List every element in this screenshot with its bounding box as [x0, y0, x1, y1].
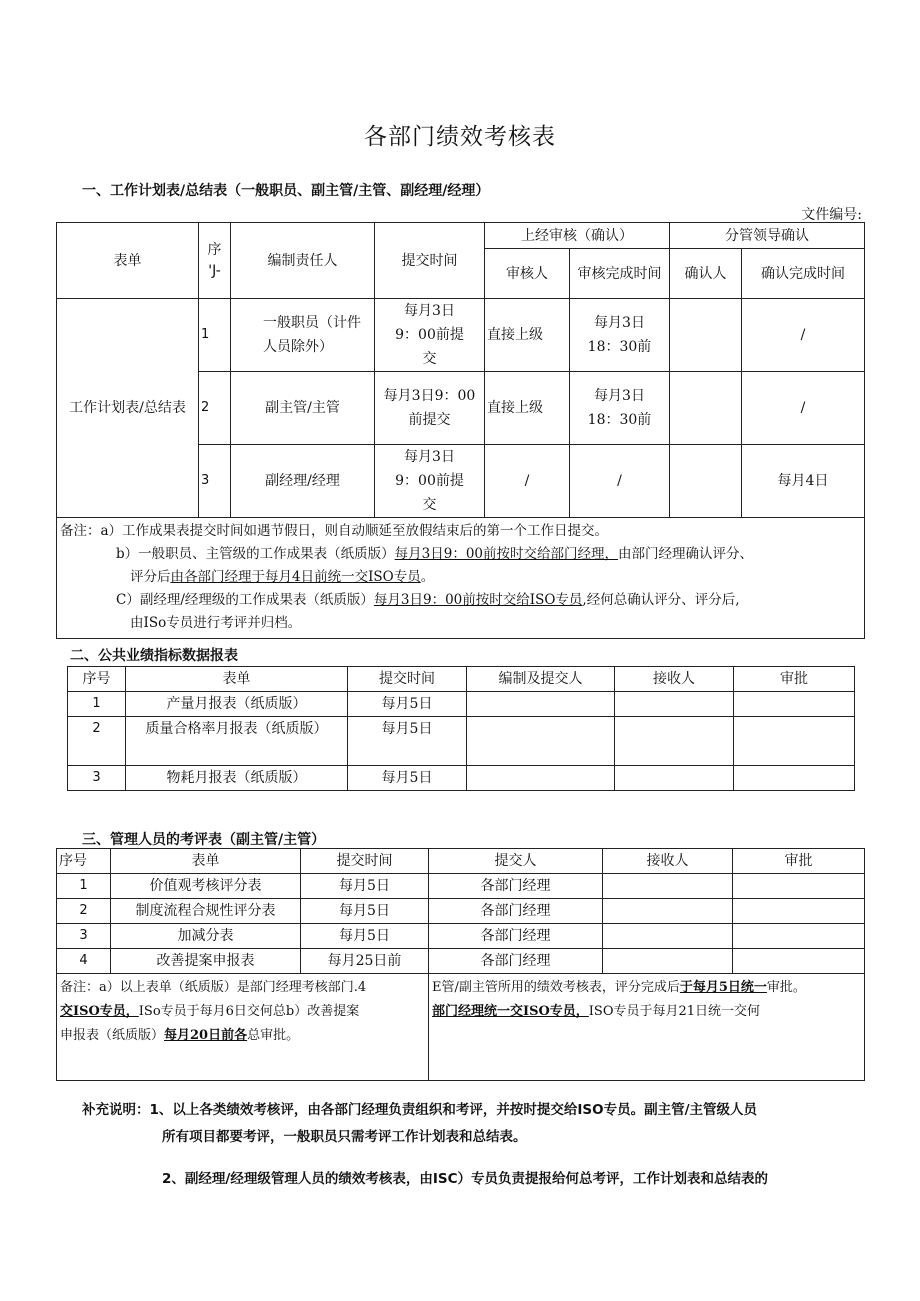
approve-cell [734, 766, 855, 791]
confirmer-cell [670, 299, 742, 372]
table-row [68, 766, 855, 791]
supplement-line-2: 所有项目都要考评，一般职员只需考评工作计划表和总结表。 [162, 1129, 527, 1145]
section2-heading: 二、公共业绩指标数据报表 [70, 648, 238, 664]
seq-cell: 1 [68, 692, 126, 717]
header-review-time: 审核完成时间 [570, 249, 670, 299]
seq-cell: 3 [68, 766, 126, 791]
reviewer-cell: / [485, 445, 570, 518]
header-receiver: 接收人 [603, 849, 733, 874]
section1-notes [57, 518, 865, 639]
receiver-cell [615, 692, 734, 717]
submit-cell: 每月5日 [348, 717, 467, 766]
submit-cell: 每月5日 [348, 692, 467, 717]
approve-cell [733, 899, 865, 924]
form-cell: 改善提案申报表 [111, 949, 301, 974]
reviewer-cell: 直接上级 [485, 299, 570, 372]
owner-cell: 一般职员（计件人员除外） [231, 299, 375, 372]
seq-cell: 3 [199, 445, 231, 518]
header-form: 表单 [57, 223, 199, 299]
confirm-time-cell: 每月4日 [742, 445, 865, 518]
maker-cell [467, 766, 615, 791]
submit-cell: 每月25日前 [301, 949, 429, 974]
owner-cell: 副主管/主管 [231, 372, 375, 445]
submitter-cell: 各部门经理 [429, 949, 603, 974]
reviewer-cell: 直接上级 [485, 372, 570, 445]
submit-cell: 每月5日 [348, 766, 467, 791]
table-row [68, 717, 855, 766]
note-c: C）副经理/经理级的工作成果表（纸质版）每月3日9：00前按时交给ISO专员,经何总确认评分、评分后, [116, 592, 740, 608]
note-b: b）一般职员、主管级的工作成果表（纸质版）每月3日9：00前按时交给部门经理，由部门经理确认评分、 [116, 546, 754, 562]
header-submit: 提交时间 [375, 223, 485, 299]
table-row [57, 899, 865, 924]
supplement-line-1: 补充说明：1、以上各类绩效考核评，由各部门经理负责组织和考评，并按时提交给ISO专员。副主管/主管级人员 [82, 1102, 758, 1118]
maker-cell [467, 717, 615, 766]
header-seq: 序 'J- [199, 223, 231, 299]
approve-cell [733, 949, 865, 974]
section3-note-left: 备注：a）以上表单（纸质版）是部门经理考核部门.4 交ISO专员，ISo专员于每月6日交何总b）改善提案 申报表（纸质版）每月20日前各总审批。 [57, 974, 429, 1081]
receiver-cell [603, 949, 733, 974]
header-seq: 序号 [57, 849, 111, 874]
header-submit: 提交时间 [301, 849, 429, 874]
submitter-cell: 各部门经理 [429, 924, 603, 949]
seq-cell: 3 [57, 924, 111, 949]
seq-cell: 2 [57, 899, 111, 924]
approve-cell [733, 924, 865, 949]
header-receiver: 接收人 [615, 667, 734, 692]
work-plan-table [56, 222, 865, 639]
note-a: 备注：a）工作成果表提交时间如遇节假日，则自动顺延至放假结束后的第一个工作日提交。 [60, 523, 609, 539]
header-seq: 序号 [68, 667, 126, 692]
receiver-cell [603, 874, 733, 899]
form-cell: 价值观考核评分表 [111, 874, 301, 899]
supplement-line-3: 2、副经理/经理级管理人员的绩效考核表，由ISC）专员负责提报给何总考评，工作计划表和总结表的 [162, 1171, 768, 1187]
form-cell: 产量月报表（纸质版） [126, 692, 348, 717]
receiver-cell [615, 717, 734, 766]
seq-cell: 2 [199, 372, 231, 445]
maker-cell [467, 692, 615, 717]
form-cell: 物耗月报表（纸质版） [126, 766, 348, 791]
approve-cell [734, 692, 855, 717]
header-confirmer: 确认人 [670, 249, 742, 299]
public-kpi-table [67, 666, 855, 791]
submit-cell: 每月5日 [301, 899, 429, 924]
submit-cell: 每月3日9：00前提交 [375, 372, 485, 445]
submit-cell: 每月5日 [301, 874, 429, 899]
seq-cell: 4 [57, 949, 111, 974]
header-approve: 审批 [734, 667, 855, 692]
note-c-cont: 由ISo专员进行考评并归档。 [130, 615, 302, 631]
owner-cell: 副经理/经理 [231, 445, 375, 518]
receiver-cell [603, 924, 733, 949]
table-row [57, 299, 865, 372]
table-row [57, 874, 865, 899]
header-confirm-time: 确认完成时间 [742, 249, 865, 299]
form-name-cell: 工作计划表/总结表 [57, 299, 199, 518]
table-row [57, 949, 865, 974]
header-submitter: 提交人 [429, 849, 603, 874]
section3-note-right: E管/副主管所用的绩效考核表，评分完成后于每月5日统一审批。 部门经理统一交ISO专员，ISO专员于每月21日统一交何 [429, 974, 865, 1081]
header-form: 表单 [126, 667, 348, 692]
submitter-cell: 各部门经理 [429, 899, 603, 924]
header-form: 表单 [111, 849, 301, 874]
confirm-time-cell: / [742, 299, 865, 372]
table-row [57, 924, 865, 949]
header-reviewer: 审核人 [485, 249, 570, 299]
review-time-cell: / [570, 445, 670, 518]
file-number-label: 文件编号: [801, 207, 862, 223]
review-time-cell: 每月3日18：30前 [570, 299, 670, 372]
seq-cell: 2 [68, 717, 126, 766]
confirmer-cell [670, 445, 742, 518]
approve-cell [734, 717, 855, 766]
header-approve: 审批 [733, 849, 865, 874]
form-cell: 质量合格率月报表（纸质版） [126, 717, 348, 766]
submit-cell: 每月5日 [301, 924, 429, 949]
header-review: 上经审核（确认） [485, 223, 670, 249]
note-b-cont: 评分后由各部门经理于每月4日前统一交ISO专员。 [130, 569, 435, 585]
section1-heading: 一、工作计划表/总结表（一般职员、副主管/主管、副经理/经理） [82, 183, 490, 199]
confirmer-cell [670, 372, 742, 445]
form-cell: 制度流程合规性评分表 [111, 899, 301, 924]
receiver-cell [615, 766, 734, 791]
seq-cell: 1 [57, 874, 111, 899]
review-time-cell: 每月3日18：30前 [570, 372, 670, 445]
header-owner: 编制责任人 [231, 223, 375, 299]
submit-cell: 每月3日9：00前提交 [375, 299, 485, 372]
receiver-cell [603, 899, 733, 924]
header-leader: 分管领导确认 [670, 223, 865, 249]
seq-cell: 1 [199, 299, 231, 372]
confirm-time-cell: / [742, 372, 865, 445]
table-row [68, 692, 855, 717]
header-submit: 提交时间 [348, 667, 467, 692]
submitter-cell: 各部门经理 [429, 874, 603, 899]
page-title: 各部门绩效考核表 [364, 124, 556, 150]
approve-cell [733, 874, 865, 899]
manager-eval-table [56, 848, 865, 1081]
form-cell: 加减分表 [111, 924, 301, 949]
header-maker: 编制及提交人 [467, 667, 615, 692]
submit-cell: 每月3日9：00前提交 [375, 445, 485, 518]
section3-heading: 三、管理人员的考评表（副主管/主管） [82, 832, 326, 848]
